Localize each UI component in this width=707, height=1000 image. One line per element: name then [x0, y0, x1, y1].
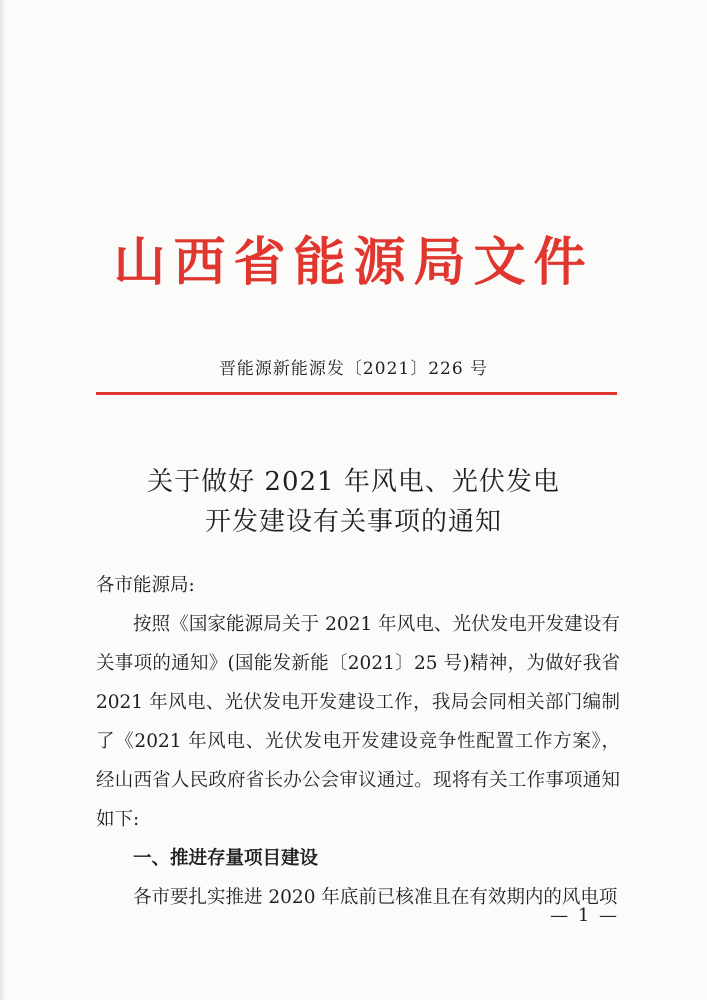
notice-title-line-1: 关于做好 2021 年风电、光伏发电 — [147, 467, 560, 497]
notice-title — [0, 462, 707, 542]
body-paragraph-2: 各市要扎实推进 2020 年底前已核准且在有效期内的风电项 — [133, 887, 618, 908]
notice-body — [96, 566, 620, 917]
section-heading-1: 一、推进存量项目建设 — [133, 848, 319, 869]
document-number: 晋能源新能源发〔2021〕226 号 — [218, 359, 489, 379]
body-paragraph-1: 按照《国家能源局关于 2021 年风电、光伏发电开发建设有关事项的通知》(国能发新能〔2021〕25 号)精神，为做好我省 2021 年风电、光伏发电开发建设工作，我局会同相关部门编制了《2021 年风电、光伏发电开发建设竞争性配置工作方案》，经山西省人民政府省长办公会审议通过。现将有关工作事项通知如下: — [96, 614, 620, 830]
document-header-title: 山西省能源局文件 — [113, 232, 594, 293]
notice-title-line-2: 开发建设有关事项的通知 — [204, 507, 502, 537]
page-number: — 1 — — [550, 905, 619, 926]
red-divider-line — [96, 392, 617, 395]
addressee: 各市能源局: — [96, 575, 195, 596]
